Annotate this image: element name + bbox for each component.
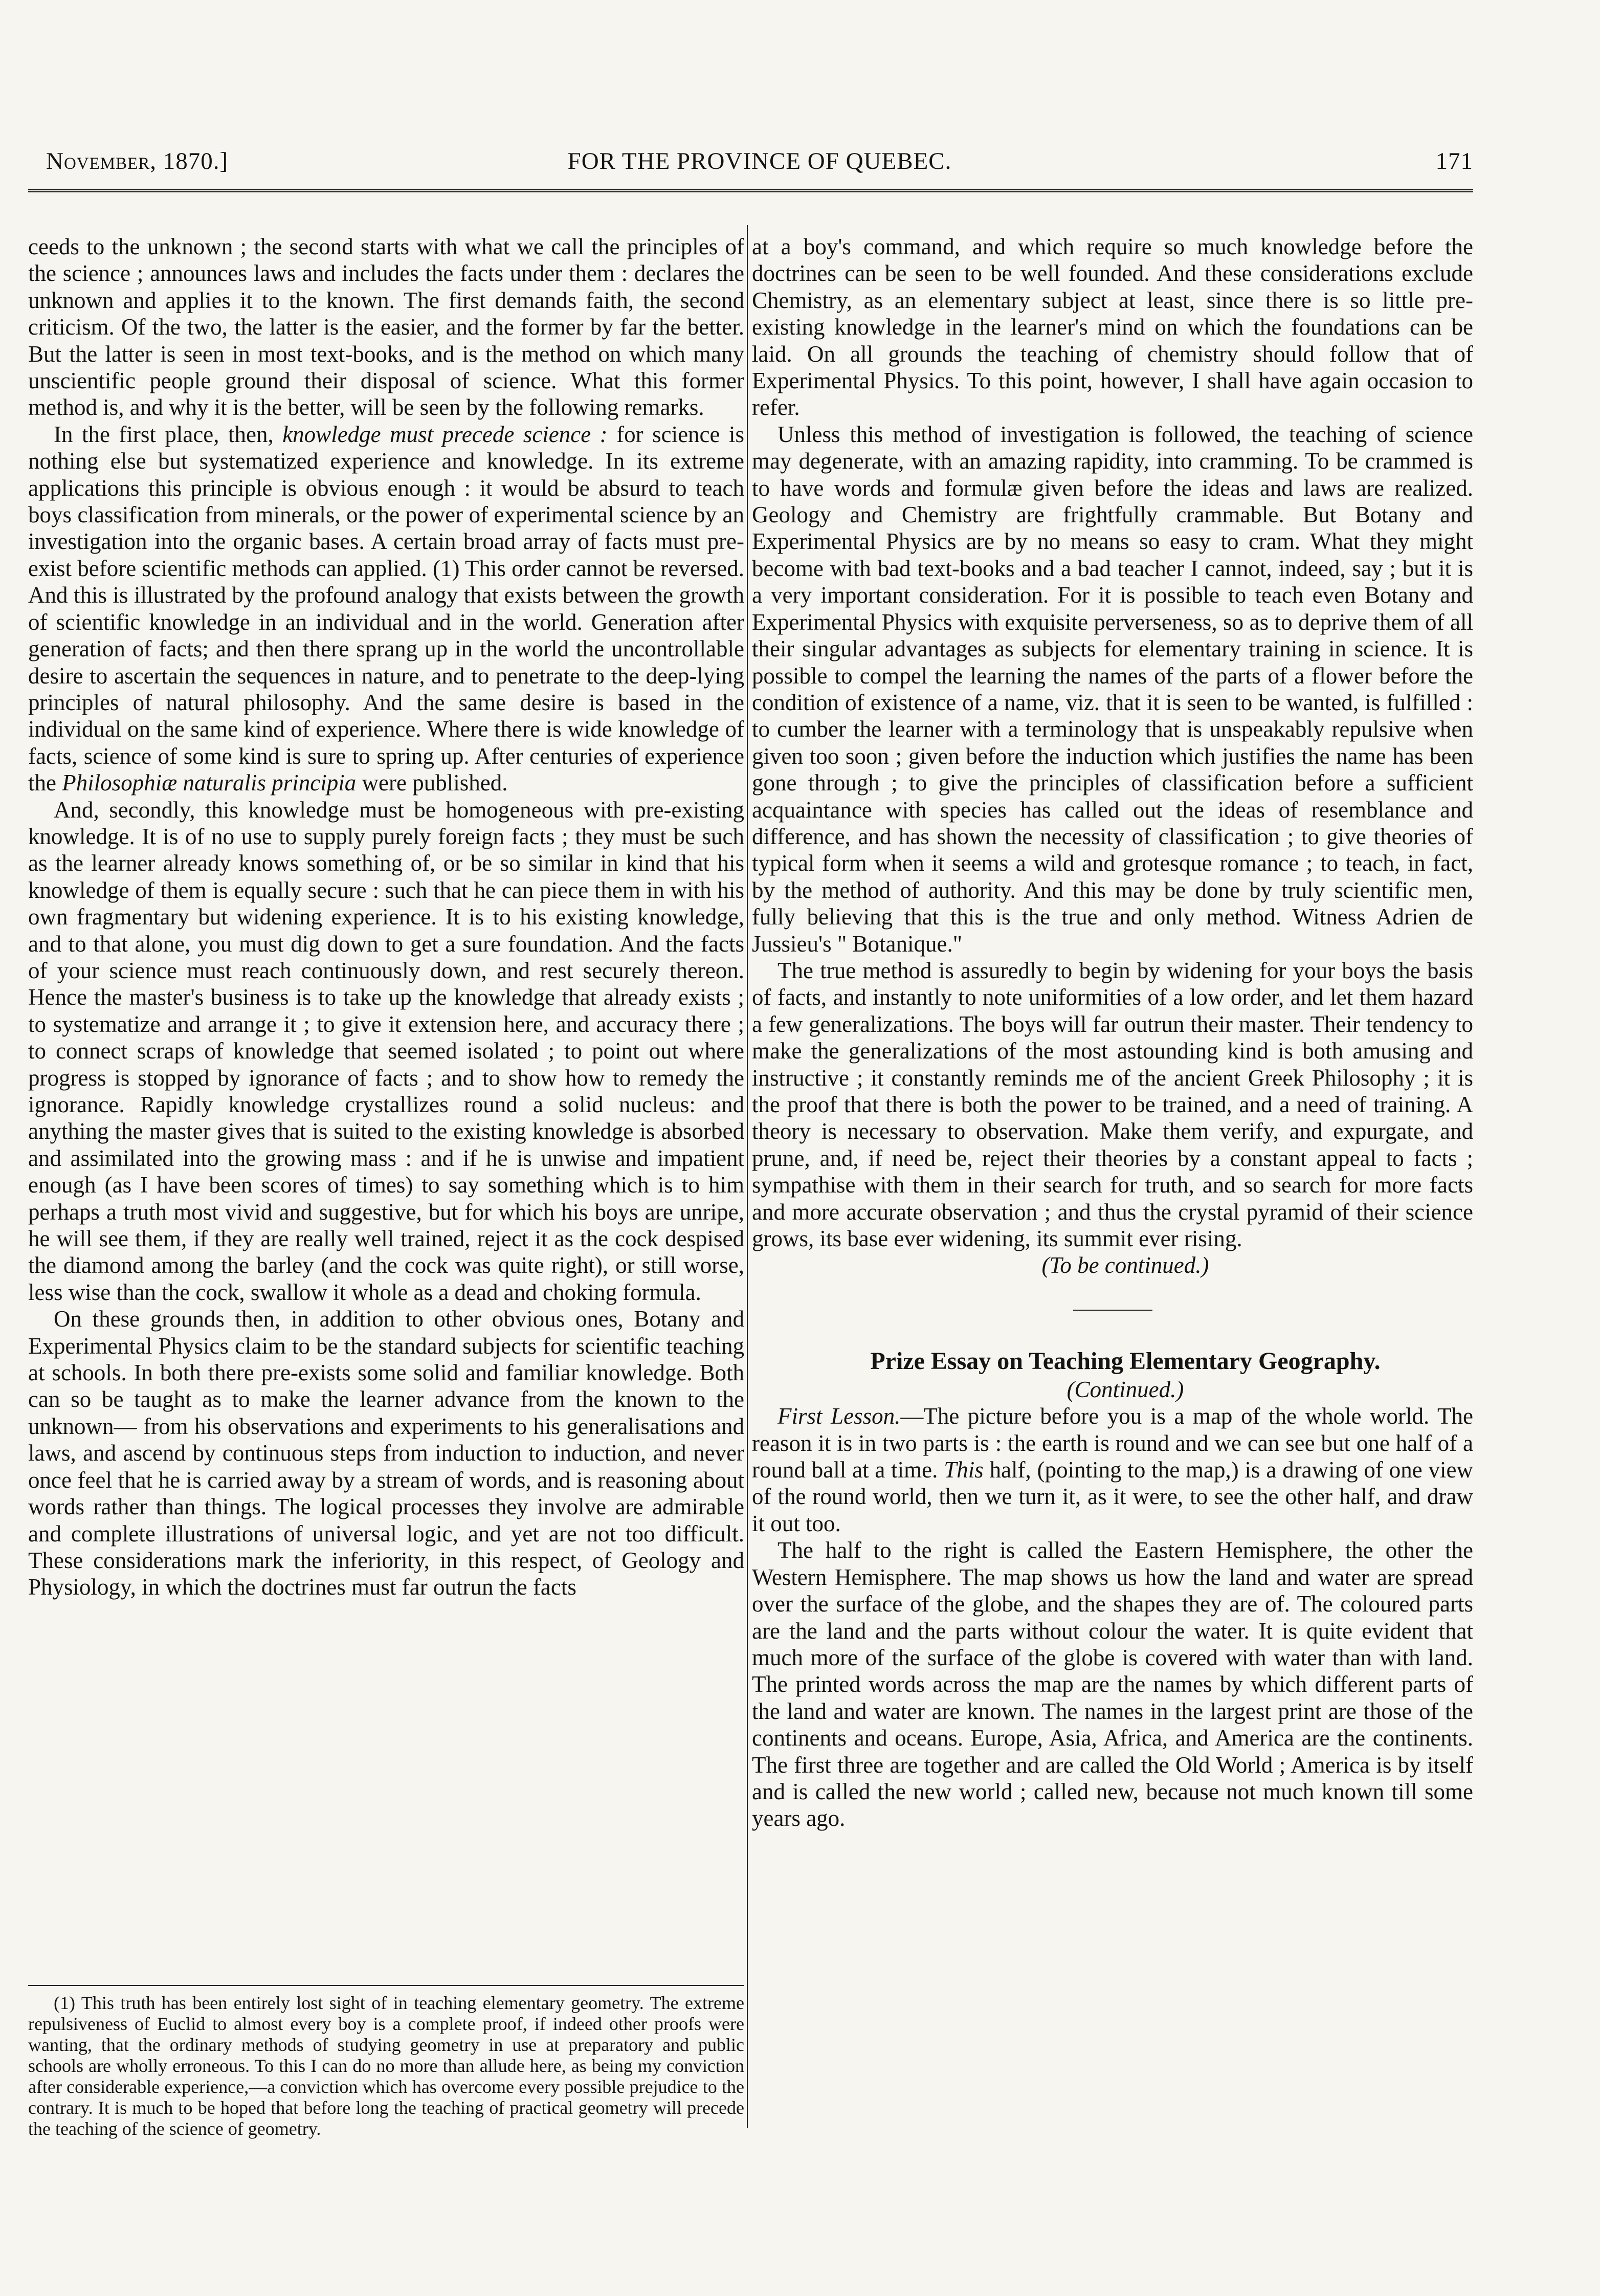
- header-rule: [28, 189, 1473, 192]
- right-p4-text: —The picture before you is a map of the whole world. The reason it is in two parts is : the earth is round and we can see but one half of a round ball at a time.: [752, 1403, 1473, 1483]
- essay-title: Prize Essay on Teaching Elementary Geography.: [870, 1347, 1381, 1375]
- right-paragraph-2: Unless this method of investigation is followed, the teaching of science may degenerate, with an amazing rapidity, into cramming. To be crammed is to have words and formulæ given before the ideas and laws are realized. Geology and Chemistry are frightfully crammable. But Botany and Experimental Physics are by no means so easy to cram. What they might become with bad text-books and a bad teacher I cannot, indeed, say ; but it is a very important consideration. For it is possible to teach even Botany and Experimental Physics with exquisite perverseness, so as to deprive them of all their singular advantages as subjects for elementary training in science. It is possible to compel the learning the names of the parts of a flower before the condition of existence of a name, viz. that it is seen to be wanted, is fulfilled : to cumber the learner with a terminology that is unspeakably repulsive when given too soon ; given before the induction which justifies the name has been gone through ; to give the principles of classification before a sufficient acquaintance with species has called out the ideas of resemblance and difference, and has shown the necessity of classification ; to give theories of typical form when it seems a wild and grotesque romance ; to teach, in fact, by the method of authority. And this may be done by truly scientific men, fully believing that this is the true and only method. Witness Adrien de Jussieu's " Botanique.": [752, 421, 1473, 957]
- left-paragraph-2: [28, 421, 744, 797]
- column-divider: [747, 225, 748, 2128]
- left-paragraph-3: And, secondly, this knowledge must be homogeneous with pre-existing knowledge. It is of no use to supply purely foreign facts ; they must be such as the learner already knows something of, or be so similar in kind that his knowledge of them is equally secure : such that he can piece them in with his own fragmentary but widening experience. It is to his existing knowledge, and to that alone, you must dig down to get a sure foundation. And the facts of your science must reach continuously down, and rest securely thereon. Hence the master's business is to take up the knowledge that already exists ; to systematize and arrange it ; to give it extension here, and accuracy there ; to connect scraps of knowledge that seemed isolated ; to point out where progress is stopped by ignorance of facts ; and to show how to remedy the ignorance. Rapidly knowledge crystallizes round a solid nucleus: and anything the master gives that is suited to the existing knowledge is absorbed and assimilated into the growing mass : and if he is unwise and impatient enough (as I have been scores of times) to say something which is to him perhaps a truth most vivid and suggestive, but for which his boys are unripe, he will see them, if they are really well trained, reject it as the cock despised the diamond among the barley (and the cock was quite right), or still worse, less wise than the cock, swallow it whole as a dead and choking formula.: [28, 797, 744, 1305]
- left-p2-emphasis: knowledge must precede science :: [282, 421, 608, 447]
- left-p2-book-title: Philosophiæ naturalis principia: [62, 770, 357, 796]
- right-paragraph-4: [752, 1403, 1473, 1537]
- left-p2-text-end: were published.: [356, 770, 508, 796]
- page-number: 171: [1435, 148, 1473, 174]
- right-paragraph-5: The half to the right is called the Eastern Hemisphere, the other the Western Hemisphere. The map shows us how the land and water are spread over the surface of the globe, and the shapes they are of. The coloured parts are the land and the parts without colour the water. It is quite evident that much more of the surface of the globe is covered with water than with land. The printed words across the map are the names by which different parts of the land and water are known. The names in the largest print are those of the continents and oceans. Europe, Asia, Africa, and America are the continents. The first three are together and are called the Old World ; America is by itself and is called the new world ; called new, because not much known till some years ago.: [752, 1537, 1473, 1831]
- header-date: November, 1870.]: [46, 148, 229, 174]
- left-column: [28, 233, 744, 1601]
- to-be-continued: (To be continued.): [1041, 1252, 1209, 1278]
- left-p2-text: In the first place, then,: [54, 421, 283, 447]
- right-column: [752, 233, 1473, 1832]
- footnote: (1) This truth has been entirely lost sight of in teaching elementary geometry. The extreme repulsiveness of Euclid to almost every boy is a complete proof, if indeed other proofs were wanting, that the ordinary methods of studying geometry in use at preparatory and public schools are wholly erroneous. To this I can do no more than allude here, as being my conviction after considerable experience,—a conviction which has overcome every possible prejudice to the contrary. It is much to be hoped that before long the teaching of practical geometry will precede the teaching of the science of geometry.: [28, 1993, 744, 2139]
- left-paragraph-1: ceeds to the unknown ; the second starts with what we call the principles of the science ; announces laws and includes the facts under them : declares the unknown and applies it to the known. The first demands faith, the second criticism. Of the two, the latter is the easier, and the former by far the better. But the latter is seen in most text-books, and is the method on which many unscientific people ground their disposal of science. What this former method is, and why it is the better, will be seen by the following remarks.: [28, 234, 744, 421]
- page-header: [46, 147, 1473, 178]
- essay-continued: (Continued.): [1066, 1376, 1184, 1402]
- right-p4-text-end: half, (pointing to the map,) is a drawing of one view of the round world, then we turn it, as it were, to see the other half, and draw it out too.: [752, 1457, 1473, 1536]
- right-paragraph-3: The true method is assuredly to begin by widening for your boys the basis of facts, and instantly to note uniformities of a low order, and let them hazard a few generalizations. The boys will far outrun their master. Their tendency to make the generalizations of the most astounding kind is both amusing and instructive ; it constantly reminds me of the ancient Greek Philosophy ; it is the proof that there is both the power to be trained, and a need of training. A theory is necessary to observation. Make them verify, and expurgate, and prune, and, if need be, reject their theories by a constant appeal to facts ; sympathise with them in their search for truth, and so search for more facts and more accurate observation ; and thus the crystal pyramid of their science grows, its base ever widening, its summit ever rising.: [752, 957, 1473, 1252]
- section-divider-rule: [1073, 1310, 1152, 1311]
- right-p4-emphasis: This: [944, 1457, 984, 1483]
- left-paragraph-4: On these grounds then, in addition to other obvious ones, Botany and Experimental Physics claim to be the standard subjects for scientific teaching at schools. In both there pre-exists some solid and familiar knowledge. Both can so be taught as to make the learner advance from the known to the unknown— from his observations and experiments to his generalisations and laws, and ascend by continuous steps from induction to induction, and never once feel that he is carried away by a stream of words, and is reasoning about words rather than things. The logical processes they involve are admirable and complete illustrations of universal logic, and yet are not too difficult. These considerations mark the inferiority, in this respect, of Geology and Physiology, in which the doctrines must far outrun the facts: [28, 1306, 744, 1600]
- footnote-rule: [28, 1985, 744, 1986]
- right-paragraph-1: at a boy's command, and which require so much knowledge before the doctrines can be seen to be well founded. And these considerations exclude Chemistry, as an elementary subject at least, since there is so little pre-existing knowledge in the learner's mind on which the foundations can be laid. On all grounds the teaching of chemistry should follow that of Experimental Physics. To this point, however, I shall have again occasion to refer.: [752, 234, 1473, 421]
- header-title: FOR THE PROVINCE OF QUEBEC.: [567, 148, 952, 174]
- left-p2-text-cont: for science is nothing else but systematized experience and knowledge. In its extreme applications this principle is obvious enough : it would be absurd to teach boys classification from minerals, or the power of experimental science by an investigation into the organic bases. A certain broad array of facts must pre-exist before scientific methods can applied. (1) This order cannot be reversed. And this is illustrated by the profound analogy that exists between the growth of scientific knowledge in an individual and in the world. Generation after generation of facts; and then there sprang up in the world the uncontrollable desire to ascertain the sequences in nature, and to penetrate to the deep-lying principles of natural philosophy. And the same desire is based in the individual on the same kind of experience. Where there is wide knowledge of facts, science of some kind is sure to spring up. After centuries of experience the: [28, 421, 744, 796]
- first-lesson-label: First Lesson.: [777, 1403, 901, 1429]
